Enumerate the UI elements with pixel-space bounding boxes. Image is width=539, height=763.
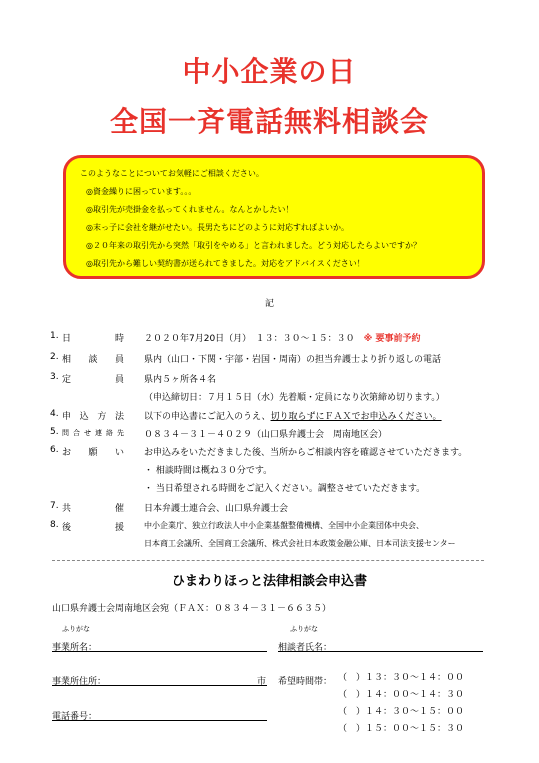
city-label: 市 — [257, 677, 267, 687]
fax-instruction: 切り取らずにＦＡＸでお申込みください。 — [270, 412, 442, 422]
time-slot[interactable]: （ ）１５：００～１５：３０ — [338, 724, 465, 734]
detail-label: 共 催 — [62, 504, 124, 514]
detail-num: 2. — [50, 352, 59, 362]
detail-label: お願い — [62, 448, 124, 458]
detail-num: 7. — [50, 501, 59, 511]
detail-num: 8. — [50, 520, 59, 530]
callout-item: ◎取引先から難しい契約書が送られてきました。対応をアドバイスください！ — [86, 259, 365, 268]
callout-intro: このようなことについてお気軽にご相談ください。 — [80, 169, 264, 178]
person-field[interactable] — [278, 651, 483, 652]
detail-num: 5. — [50, 427, 59, 437]
application-text: 以下の申込書にご記入のうえ、 — [144, 412, 271, 422]
detail-value: お申込みをいただきました後、当所からご相談内容を確認させていただきます。 — [144, 448, 468, 458]
request-bullet: ・ 相談時間は概ね３０分です。 — [144, 466, 273, 476]
callout-item: ◎末っ子に会社を継がせたい。長男たちにどのように対応すればよいか。 — [86, 223, 349, 232]
detail-num: 1. — [50, 331, 59, 341]
detail-label: 日 時 — [62, 334, 124, 344]
reservation-note: ※ 要事前予約 — [363, 334, 421, 344]
company-label: 事業所名： — [52, 643, 98, 653]
request-bullet: ・ 当日希望される時間をご記入ください。調整させていただきます。 — [144, 484, 426, 494]
detail-label: 問合せ連絡先 — [62, 429, 124, 437]
time-slot[interactable]: （ ）１４：３０～１５：００ — [338, 707, 465, 717]
time-slot[interactable]: （ ）１３：３０～１４：００ — [338, 673, 465, 683]
detail-value: 県内（山口・下関・宇部・岩国・周南）の担当弁護士より折り返しの電話 — [144, 355, 442, 365]
ki-heading: 記 — [264, 299, 274, 309]
address-field[interactable] — [52, 685, 267, 686]
consultation-examples-box — [63, 155, 485, 279]
detail-num: 4. — [50, 409, 59, 419]
detail-value — [144, 409, 442, 422]
cut-line — [52, 560, 484, 561]
callout-item: ◎取引先が売掛金を払ってくれません。なんとかしたい！ — [86, 205, 294, 214]
fax-to: 山口県弁護士会周南地区会宛（ＦＡＸ：０８３４－３１－６６３５） — [52, 604, 332, 614]
contact-phone: ０８３４－３１－４０２９（山口県弁護士会 周南地区会） — [144, 430, 388, 440]
detail-value: 日本弁護士連合会、山口県弁護士会 — [144, 504, 289, 514]
company-field[interactable] — [52, 651, 267, 652]
hope-time-label: 希望時間帯： — [278, 677, 333, 687]
address-label: 事業所住所： — [52, 677, 107, 687]
detail-label: 相談員 — [62, 355, 124, 365]
phone-label: 電話番号： — [52, 712, 98, 722]
person-label: 相談者氏名： — [278, 643, 333, 653]
detail-label: 申込方法 — [62, 412, 124, 422]
detail-value-sub: （申込締切日：７月１５日（水）先着順・定員になり次第締め切ります。） — [144, 393, 445, 403]
furigana-label: ふりがな — [290, 625, 318, 633]
detail-value-sub: 日本商工会議所、全国商工会議所、株式会社日本政策金融公庫、日本司法支援センター — [144, 539, 456, 548]
callout-item: ◎２０年来の取引先から突然「取引をやめる」と言われました。どう対応したらよいですか？ — [86, 241, 421, 250]
detail-label: 後 援 — [62, 523, 124, 533]
detail-date: ２０２０年7月20日（月） １３：３０～１５：３０ — [144, 334, 355, 344]
time-slot[interactable]: （ ）１４：００～１４：３０ — [338, 690, 465, 700]
phone-field[interactable] — [52, 720, 267, 721]
detail-value: 県内５ヶ所各４名 — [144, 375, 217, 385]
detail-value: 中小企業庁、独立行政法人中小企業基盤整備機構、全国中小企業団体中央会、 — [144, 521, 424, 530]
page-subtitle: 全国一斉電話無料相談会 — [109, 105, 429, 138]
callout-item: ◎資金繰りに困っています。。。 — [86, 187, 197, 196]
detail-value — [144, 331, 420, 344]
detail-num: 3. — [50, 372, 59, 382]
detail-num: 6. — [50, 445, 59, 455]
detail-label: 定 員 — [62, 375, 124, 385]
form-title: ひまわりほっと法律相談会申込書 — [171, 574, 367, 589]
page-title: 中小企業の日 — [182, 55, 357, 88]
furigana-label: ふりがな — [62, 625, 90, 633]
